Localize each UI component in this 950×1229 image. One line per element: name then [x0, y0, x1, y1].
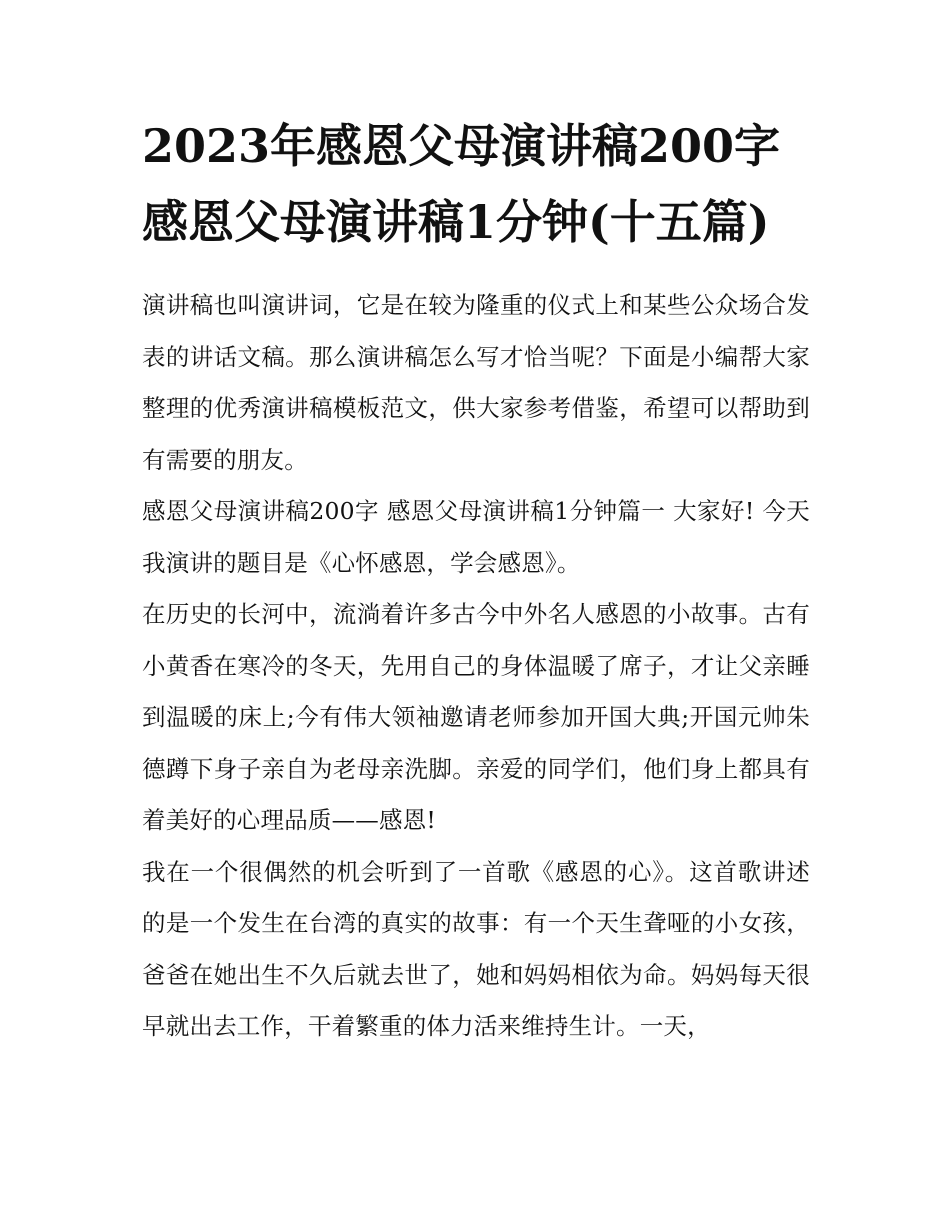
paragraph-intro: 演讲稿也叫演讲词，它是在较为隆重的仪式上和某些公众场合发表的讲话文稿。那么演讲稿怎么写才恰当呢？下面是小编帮大家整理的优秀演讲稿模板范文，供大家参考借鉴，希望可以帮助到有需要的朋友。 — [142, 291, 810, 474]
document-title: 2023年感恩父母演讲稿200字 感恩父母演讲稿1分钟(十五篇) — [142, 119, 781, 249]
paragraph-history: 在历史的长河中，流淌着许多古今中外名人感恩的小故事。古有小黄香在寒冷的冬天，先用自己的身体温暖了席子，才让父亲睡到温暖的床上;今有伟大领袖邀请老师参加开国大典;开国元帅朱德蹲下身子亲自为老母亲洗脚。亲爱的同学们，他们身上都具有着美好的心理品质——感恩! — [142, 600, 810, 834]
paragraph-song: 我在一个很偶然的机会听到了一首歌《感恩的心》。这首歌讲述的是一个发生在台湾的真实的故事：有一个天生聋哑的小女孩，爸爸在她出生不久后就去世了，她和妈妈相依为命。妈妈每天很早就出去工作，干着繁重的体力活来维持生计。一天， — [142, 857, 810, 1040]
paragraph-opening: 感恩父母演讲稿200字 感恩父母演讲稿1分钟篇一 大家好! 今天我演讲的题目是《心怀感恩，学会感恩》。 — [142, 497, 810, 577]
